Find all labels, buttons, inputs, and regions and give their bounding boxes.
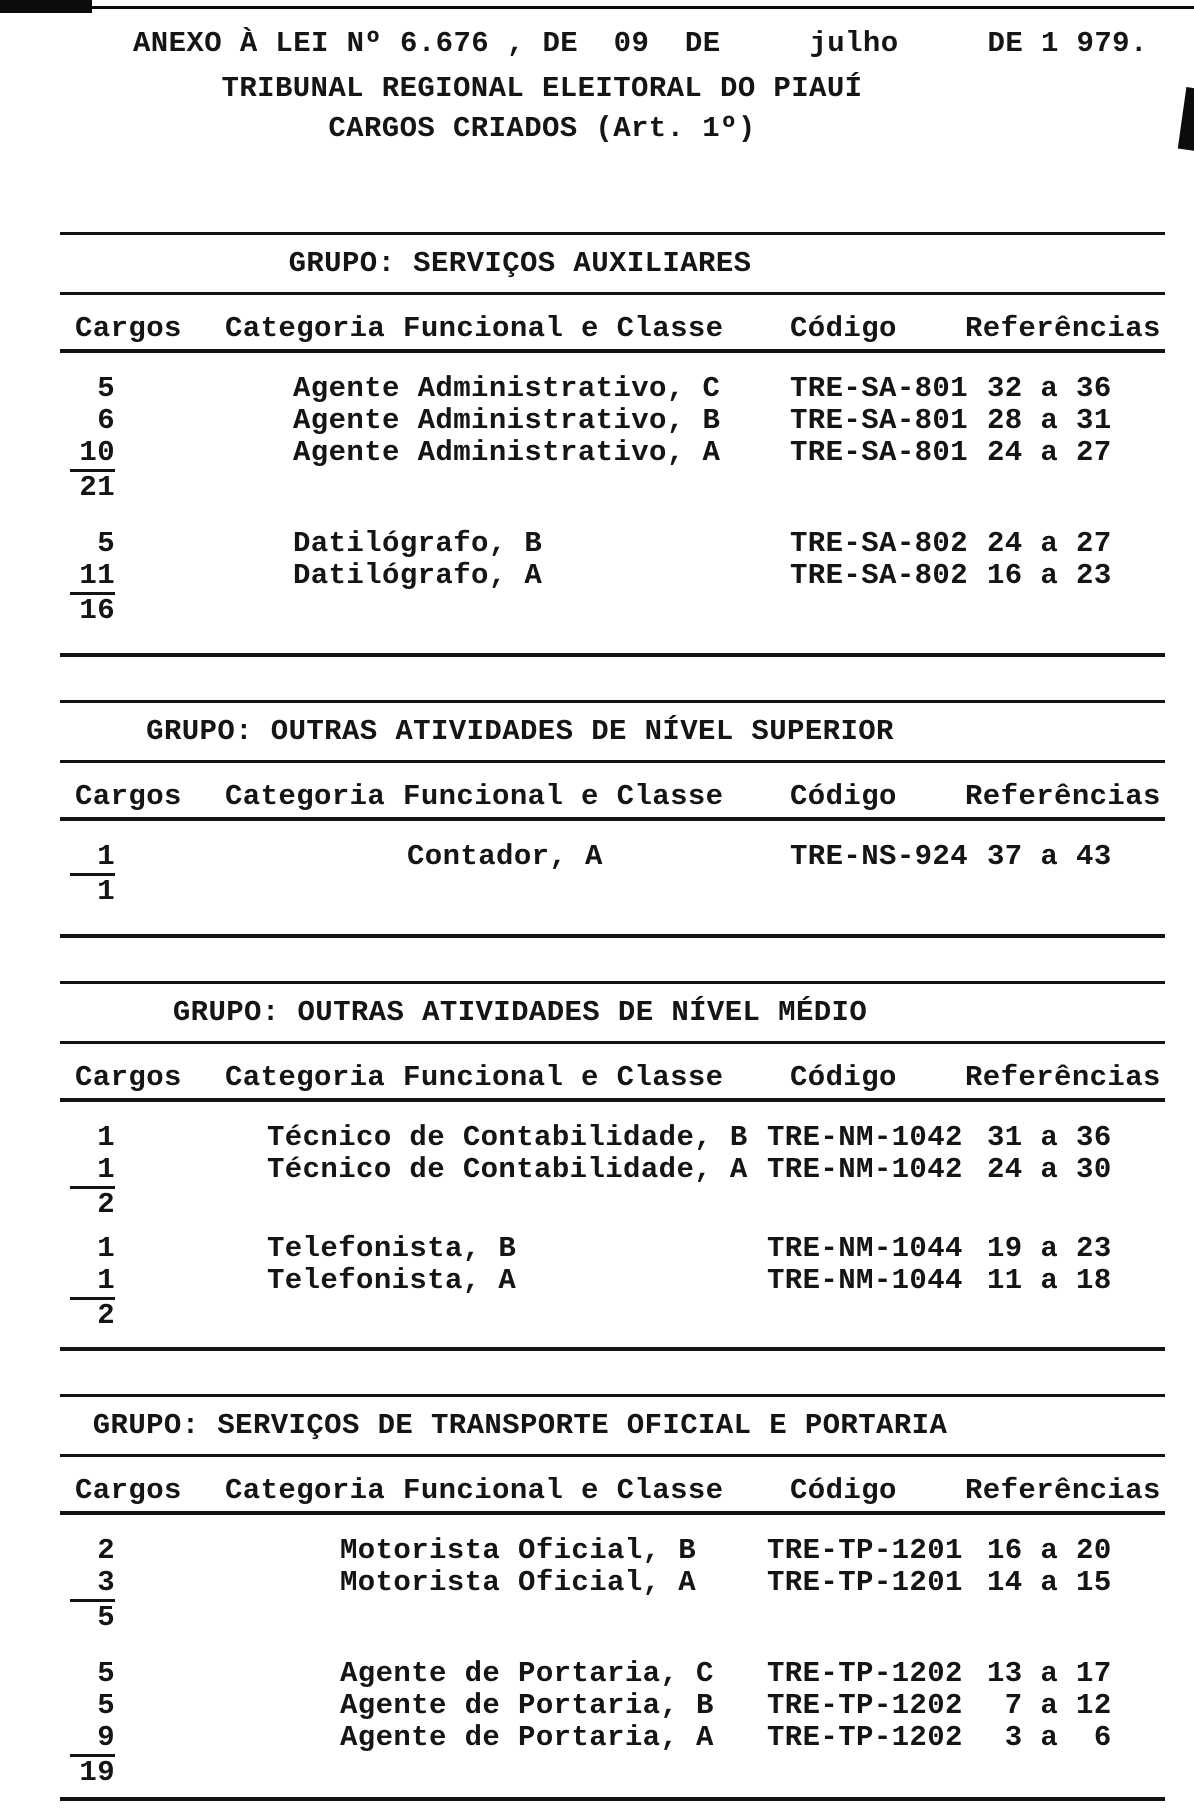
codigo-cell: TRE-SA-801 (790, 436, 969, 469)
cargos-value: 1 (97, 840, 115, 873)
codigo-cell: TRE-TP-1202 (767, 1689, 963, 1722)
cargos-cell (60, 841, 190, 873)
table-row (60, 1154, 1165, 1186)
cargos-cell (60, 1658, 190, 1690)
subtotal-row (60, 1754, 1165, 1789)
subtotal-value: 2 (70, 1186, 115, 1221)
codigo-cell: TRE-NM-1042 (767, 1153, 963, 1186)
subtotal-value: 2 (70, 1297, 115, 1332)
column-header-categoria: Categoria Funcional e Classe (225, 1474, 724, 1507)
table-row (60, 1122, 1165, 1154)
document-subtitle: CARGOS CRIADOS (Art. 1º) (328, 112, 756, 145)
horizontal-rule-bottom (60, 1797, 1165, 1801)
referencias-cell: 28 a 31 (987, 404, 1112, 437)
group-table-servicos-auxiliares (60, 232, 1165, 657)
horizontal-rule-bottom (60, 934, 1165, 938)
table-header-row (60, 763, 1165, 817)
categoria-cell: Datilógrafo, B (293, 527, 543, 560)
codigo-cell: TRE-NM-1044 (767, 1264, 963, 1297)
cargos-value: 1 (97, 1121, 115, 1154)
column-header-codigo: Código (790, 1474, 897, 1507)
table-section (60, 1233, 1165, 1332)
column-header-referencias: Referências (965, 780, 1161, 813)
table-row (60, 1265, 1165, 1297)
cargos-cell (60, 1535, 190, 1567)
categoria-cell: Datilógrafo, A (293, 559, 543, 592)
table-row (60, 1658, 1165, 1690)
referencias-cell: 14 a 15 (987, 1566, 1112, 1599)
cargos-value: 2 (97, 1534, 115, 1567)
codigo-cell: TRE-TP-1201 (767, 1534, 963, 1567)
cargos-cell (60, 437, 190, 469)
group-table-nivel-medio (60, 981, 1165, 1351)
categoria-cell: Agente de Portaria, A (340, 1721, 714, 1754)
cargos-value: 1 (97, 1264, 115, 1297)
codigo-cell: TRE-TP-1202 (767, 1657, 963, 1690)
cargos-value: 5 (97, 1657, 115, 1690)
table-body (60, 1102, 1165, 1347)
cargos-value: 1 (97, 1153, 115, 1186)
column-header-referencias: Referências (965, 1474, 1161, 1507)
table-section (60, 528, 1165, 627)
referencias-cell: 37 a 43 (987, 840, 1112, 873)
categoria-cell: Técnico de Contabilidade, A (267, 1153, 748, 1186)
law-annex-title: ANEXO À LEI Nº 6.676 , DE 09 DE julho DE 1 979. (133, 27, 1148, 60)
table-section (60, 841, 1165, 908)
table-section (60, 373, 1165, 504)
codigo-cell: TRE-NS-924 (790, 840, 969, 873)
cargos-cell (60, 1122, 190, 1154)
referencias-cell: 32 a 36 (987, 372, 1112, 405)
cargos-cell (60, 873, 190, 908)
cargos-value: 11 (79, 559, 115, 592)
cargos-cell (60, 560, 190, 592)
cargos-cell (60, 1233, 190, 1265)
cargos-value: 5 (97, 372, 115, 405)
cargos-cell (60, 1690, 190, 1722)
cargos-cell (60, 1599, 190, 1634)
subtotal-row (60, 1297, 1165, 1332)
column-header-cargos: Cargos (75, 1474, 182, 1507)
codigo-cell: TRE-SA-801 (790, 404, 969, 437)
table-row (60, 437, 1165, 469)
categoria-cell: Motorista Oficial, B (340, 1534, 697, 1567)
cargos-cell (60, 1154, 190, 1186)
subtotal-value: 5 (70, 1599, 115, 1634)
subtotal-value: 21 (70, 469, 115, 504)
column-header-categoria: Categoria Funcional e Classe (225, 780, 724, 813)
table-row (60, 1722, 1165, 1754)
referencias-cell: 19 a 23 (987, 1232, 1112, 1265)
cargos-value: 1 (97, 1232, 115, 1265)
codigo-cell: TRE-TP-1201 (767, 1566, 963, 1599)
categoria-cell: Agente Administrativo, B (293, 404, 721, 437)
categoria-cell: Telefonista, A (267, 1264, 517, 1297)
categoria-cell: Agente de Portaria, B (340, 1689, 714, 1722)
subtotal-row (60, 469, 1165, 504)
column-header-codigo: Código (790, 780, 897, 813)
referencias-cell: 24 a 27 (987, 436, 1112, 469)
cargos-cell (60, 1186, 190, 1221)
cargos-cell (60, 1722, 190, 1754)
table-section (60, 1658, 1165, 1789)
subtotal-value: 19 (70, 1754, 115, 1789)
group-table-nivel-superior (60, 700, 1165, 938)
codigo-cell: TRE-SA-801 (790, 372, 969, 405)
group-table-transporte-portaria (60, 1394, 1165, 1801)
codigo-cell: TRE-SA-802 (790, 527, 969, 560)
subtotal-row (60, 1599, 1165, 1634)
cargos-cell (60, 405, 190, 437)
cargos-cell (60, 373, 190, 405)
codigo-cell: TRE-TP-1202 (767, 1721, 963, 1754)
subtotal-row (60, 592, 1165, 627)
column-header-referencias: Referências (965, 1061, 1161, 1094)
scan-artifact-top-line (0, 6, 1194, 9)
cargos-cell (60, 1567, 190, 1599)
referencias-cell: 24 a 27 (987, 527, 1112, 560)
referencias-cell: 16 a 23 (987, 559, 1112, 592)
cargos-value: 5 (97, 1689, 115, 1722)
referencias-cell: 7 a 12 (987, 1689, 1112, 1722)
categoria-cell: Técnico de Contabilidade, B (267, 1121, 748, 1154)
table-section (60, 1122, 1165, 1221)
cargos-cell (60, 1297, 190, 1332)
column-header-categoria: Categoria Funcional e Classe (225, 1061, 724, 1094)
column-header-cargos: Cargos (75, 1061, 182, 1094)
table-row (60, 405, 1165, 437)
column-header-categoria: Categoria Funcional e Classe (225, 312, 724, 345)
table-header-row (60, 1457, 1165, 1511)
table-row (60, 841, 1165, 873)
categoria-cell: Motorista Oficial, A (340, 1566, 697, 1599)
referencias-cell: 31 a 36 (987, 1121, 1112, 1154)
cargos-value: 3 (97, 1566, 115, 1599)
categoria-cell: Agente de Portaria, C (340, 1657, 714, 1690)
document-header (0, 0, 1194, 144)
group-title: GRUPO: SERVIÇOS AUXILIARES (288, 247, 752, 280)
referencias-cell: 16 a 20 (987, 1534, 1112, 1567)
cargos-cell (60, 528, 190, 560)
column-header-cargos: Cargos (75, 780, 182, 813)
referencias-cell: 11 a 18 (987, 1264, 1112, 1297)
group-title: GRUPO: SERVIÇOS DE TRANSPORTE OFICIAL E PORTARIA (92, 1409, 948, 1442)
cargos-value: 9 (97, 1721, 115, 1754)
cargos-value: 6 (97, 404, 115, 437)
table-header-row (60, 295, 1165, 349)
table-section (60, 1535, 1165, 1634)
table-row (60, 1690, 1165, 1722)
subtotal-row (60, 873, 1165, 908)
column-header-codigo: Código (790, 1061, 897, 1094)
cargos-cell (60, 469, 190, 504)
subtotal-row (60, 1186, 1165, 1221)
codigo-cell: TRE-SA-802 (790, 559, 969, 592)
categoria-cell: Agente Administrativo, C (293, 372, 721, 405)
table-row (60, 1233, 1165, 1265)
table-row (60, 1535, 1165, 1567)
cargos-cell (60, 1265, 190, 1297)
table-row (60, 528, 1165, 560)
categoria-cell: Telefonista, B (267, 1232, 517, 1265)
cargos-cell (60, 1754, 190, 1789)
column-header-codigo: Código (790, 312, 897, 345)
table-body (60, 1515, 1165, 1797)
scan-artifact-corner (0, 0, 92, 13)
cargos-value: 10 (79, 436, 115, 469)
codigo-cell: TRE-NM-1042 (767, 1121, 963, 1154)
table-row (60, 1567, 1165, 1599)
column-header-cargos: Cargos (75, 312, 182, 345)
horizontal-rule-bottom (60, 653, 1165, 657)
cargos-value: 5 (97, 527, 115, 560)
categoria-cell: Contador, A (407, 840, 603, 873)
categoria-cell: Agente Administrativo, A (293, 436, 721, 469)
referencias-cell: 3 a 6 (987, 1721, 1112, 1754)
table-header-row (60, 1044, 1165, 1098)
table-body (60, 821, 1165, 934)
referencias-cell: 13 a 17 (987, 1657, 1112, 1690)
cargos-cell (60, 592, 190, 627)
table-row (60, 373, 1165, 405)
referencias-cell: 24 a 30 (987, 1153, 1112, 1186)
column-header-referencias: Referências (965, 312, 1161, 345)
group-title: GRUPO: OUTRAS ATIVIDADES DE NÍVEL MÉDIO (172, 996, 868, 1029)
table-row (60, 560, 1165, 592)
subtotal-value: 16 (70, 592, 115, 627)
codigo-cell: TRE-NM-1044 (767, 1232, 963, 1265)
horizontal-rule-bottom (60, 1347, 1165, 1351)
group-title: GRUPO: OUTRAS ATIVIDADES DE NÍVEL SUPERIOR (146, 715, 894, 748)
subtotal-value: 1 (70, 873, 115, 908)
institution-title: TRIBUNAL REGIONAL ELEITORAL DO PIAUÍ (221, 72, 863, 105)
table-body (60, 353, 1165, 653)
